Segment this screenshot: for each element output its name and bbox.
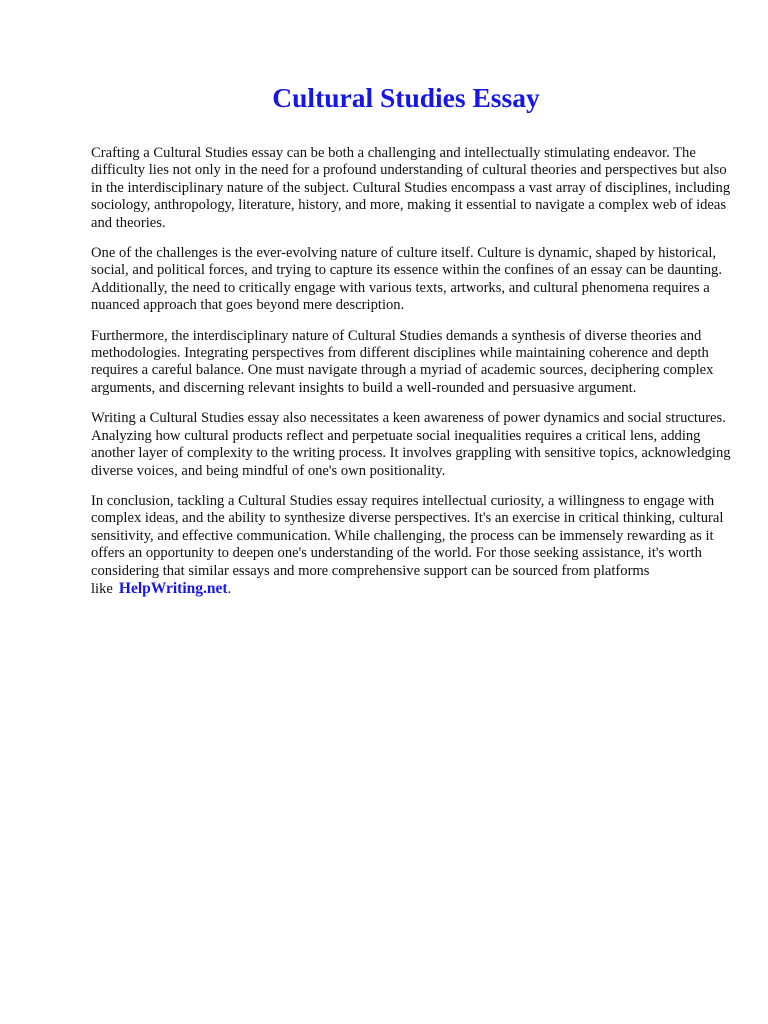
paragraph-3: Furthermore, the interdisciplinary nature of Cultural Studies demands a synthesis of diverse theories and methodologies. Integrating perspectives from different disciplines while maintaining coherence and depth requires a careful balance. One must navigate through a myriad of academic sources, deciphering complex arguments, and discerning relevant insights to build a well-rounded and persuasive argument. — [91, 327, 714, 396]
conclusion-paragraph — [91, 493, 731, 598]
helpwriting-link[interactable]: HelpWriting.net — [118, 579, 228, 597]
conclusion-trailing: . — [227, 580, 232, 597]
paragraph-2: One of the challenges is the ever-evolving nature of culture itself. Culture is dynamic, shaped by historical, social, and political forces, and trying to capture its essence within the confines of an essay can be daunting. Additionally, the need to critically engage with various texts, artworks, and cultural phenomena requires a nuanced approach that goes beyond mere description. — [91, 245, 722, 314]
conclusion-text: In conclusion, tackling a Cultural Studies essay requires intellectual curiosity, a willingness to engage with complex ideas, and the ability to synthesize diverse perspectives. It's an exercise in critical thinking, cultural sensitivity, and effective communication. While challenging, the process can be immensely rewarding as it offers an opportunity to deepen one's understanding of the world. For those seeking assistance, it's worth considering that similar essays and more comprehensive support can be sourced from platforms like — [91, 492, 724, 597]
paragraph-1: Crafting a Cultural Studies essay can be both a challenging and intellectually stimulating endeavor. The difficulty lies not only in the need for a profound understanding of cultural theories and perspectives but also in the interdisciplinary nature of the subject. Cultural Studies encompass a vast array of disciplines, including sociology, anthropology, literature, history, and more, making it essential to navigate a complex web of ideas and theories. — [91, 145, 731, 231]
page-title: Cultural Studies Essay — [272, 82, 540, 113]
essay-body — [91, 145, 731, 611]
paragraph-4: Writing a Cultural Studies essay also necessitates a keen awareness of power dynamics and social structures. Analyzing how cultural products reflect and perpetuate social inequalities requires a critical lens, adding another layer of complexity to the writing process. It involves grappling with sensitive topics, acknowledging diverse voices, and being mindful of one's own positionality. — [91, 410, 731, 479]
